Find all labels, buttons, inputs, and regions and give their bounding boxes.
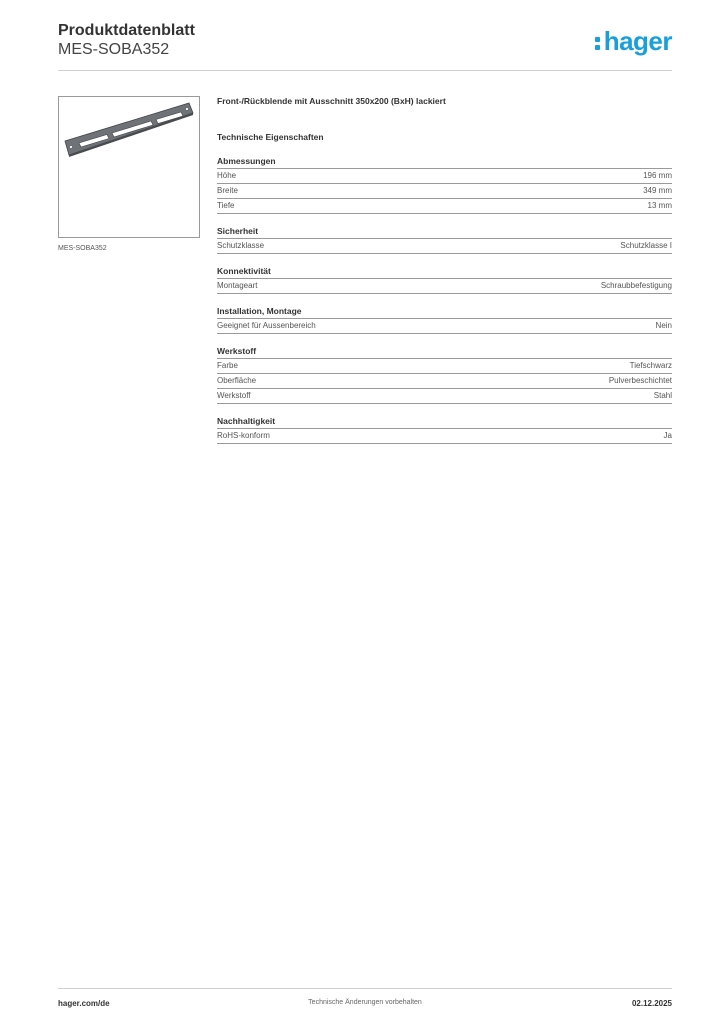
page-header [58, 20, 672, 71]
row-value: Ja [663, 431, 672, 440]
table-row [217, 169, 672, 184]
table-row [217, 319, 672, 334]
table-row [217, 184, 672, 199]
product-image [58, 96, 200, 238]
group-werkstoff [217, 345, 672, 404]
group-title: Werkstoff [217, 345, 672, 359]
table-row [217, 389, 672, 404]
group-title: Installation, Montage [217, 305, 672, 319]
row-value: 13 mm [647, 201, 672, 210]
group-installation-montage [217, 305, 672, 334]
row-value: Schutzklasse I [620, 241, 672, 250]
footer-disclaimer: Technische Änderungen vorbehalten [308, 999, 422, 1006]
logo-dots-icon [595, 35, 602, 51]
row-label: Geeignet für Aussenbereich [217, 321, 316, 330]
page-title: Produktdatenblatt [58, 22, 195, 39]
group-abmessungen [217, 155, 672, 214]
table-row [217, 199, 672, 214]
logo-text: hager [603, 26, 672, 56]
row-label: Oberfläche [217, 376, 257, 385]
group-nachhaltigkeit [217, 415, 672, 444]
row-value: Tiefschwarz [629, 361, 672, 370]
row-label: Montageart [217, 281, 258, 290]
row-value: Pulverbeschichtet [608, 376, 672, 385]
row-label: Schutzklasse [217, 241, 265, 250]
page-footer [58, 988, 672, 1008]
row-value: Stahl [653, 391, 672, 400]
row-label: Tiefe [217, 201, 235, 210]
image-caption: MES-SOBA352 [58, 245, 107, 252]
group-konnektivitaet [217, 265, 672, 294]
front-panel-illustration-icon [59, 97, 199, 237]
row-value: Nein [655, 321, 672, 330]
group-title: Sicherheit [217, 225, 672, 239]
footer-website-link[interactable]: hager.com/de [58, 999, 110, 1008]
group-title: Nachhaltigkeit [217, 415, 672, 429]
row-label: Höhe [217, 171, 237, 180]
tech-properties-title: Technische Eigenschaften [217, 132, 324, 142]
table-row [217, 374, 672, 389]
row-label: Breite [217, 186, 238, 195]
row-value: 349 mm [643, 186, 672, 195]
group-title: Abmessungen [217, 155, 672, 169]
group-title: Konnektivität [217, 265, 672, 279]
row-value: 196 mm [643, 171, 672, 180]
table-row [217, 279, 672, 294]
product-code-heading: MES-SOBA352 [58, 41, 170, 58]
row-label: RoHS-konform [217, 431, 270, 440]
table-row [217, 239, 672, 254]
table-row [217, 429, 672, 444]
group-sicherheit [217, 225, 672, 254]
hager-logo[interactable] [595, 26, 672, 56]
product-details [217, 94, 672, 444]
row-label: Farbe [217, 361, 238, 370]
table-row [217, 359, 672, 374]
row-label: Werkstoff [217, 391, 251, 400]
footer-date: 02.12.2025 [631, 999, 672, 1008]
product-description: Front-/Rückblende mit Ausschnitt 350x200 (BxH) lackiert [217, 96, 446, 106]
row-value: Schraubbefestigung [600, 281, 672, 290]
